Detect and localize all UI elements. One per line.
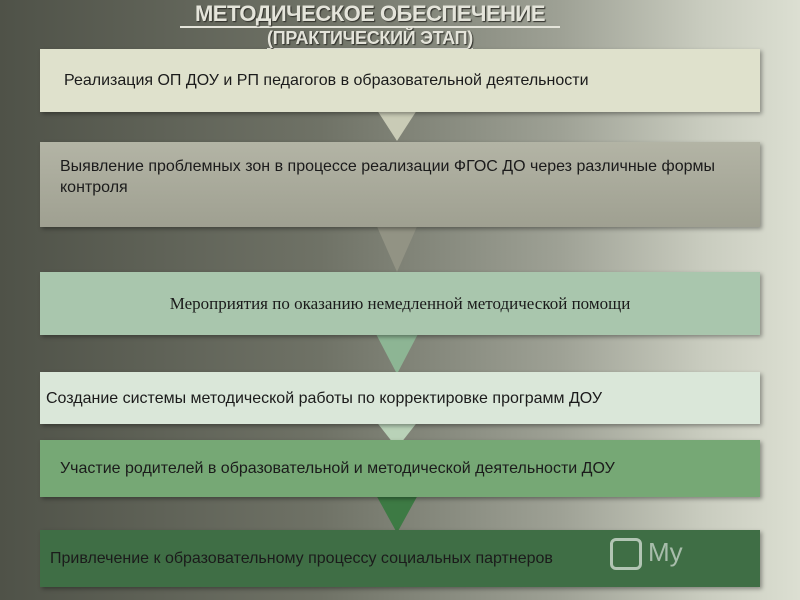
step-2-text: Выявление проблемных зон в процессе реализации ФГОС ДО через различные формы контроля — [60, 158, 715, 196]
connector-arrow — [375, 222, 419, 272]
connector-arrow — [375, 493, 419, 533]
watermark-logo — [610, 532, 700, 572]
watermark-text: My — [648, 537, 683, 567]
step-3-box — [40, 272, 760, 335]
step-1-text: Реализация ОП ДОУ и РП педагогов в образовательной деятельности — [64, 72, 589, 89]
connector-arrow — [375, 332, 419, 374]
title-line-1: МЕТОДИЧЕСКОЕ ОБЕСПЕЧЕНИЕ — [180, 2, 560, 28]
step-5-box — [40, 440, 760, 497]
step-4-text: Создание системы методической работы по корректировке программ ДОУ — [46, 389, 603, 407]
title-line-2: (ПРАКТИЧЕСКИЙ ЭТАП) — [267, 28, 473, 48]
step-6-text: Привлечение к образовательному процессу социальных партнеров — [50, 550, 553, 567]
connector-arrow — [375, 107, 419, 141]
step-5-text: Участие родителей в образовательной и методической деятельности ДОУ — [60, 460, 615, 477]
watermark-icon — [610, 538, 642, 570]
step-3-text: Мероприятия по оказанию немедленной методической помощи — [169, 294, 631, 313]
step-4-box — [40, 372, 760, 424]
step-2-box — [40, 142, 760, 227]
step-1-box — [40, 49, 760, 112]
slide-title — [180, 2, 560, 50]
